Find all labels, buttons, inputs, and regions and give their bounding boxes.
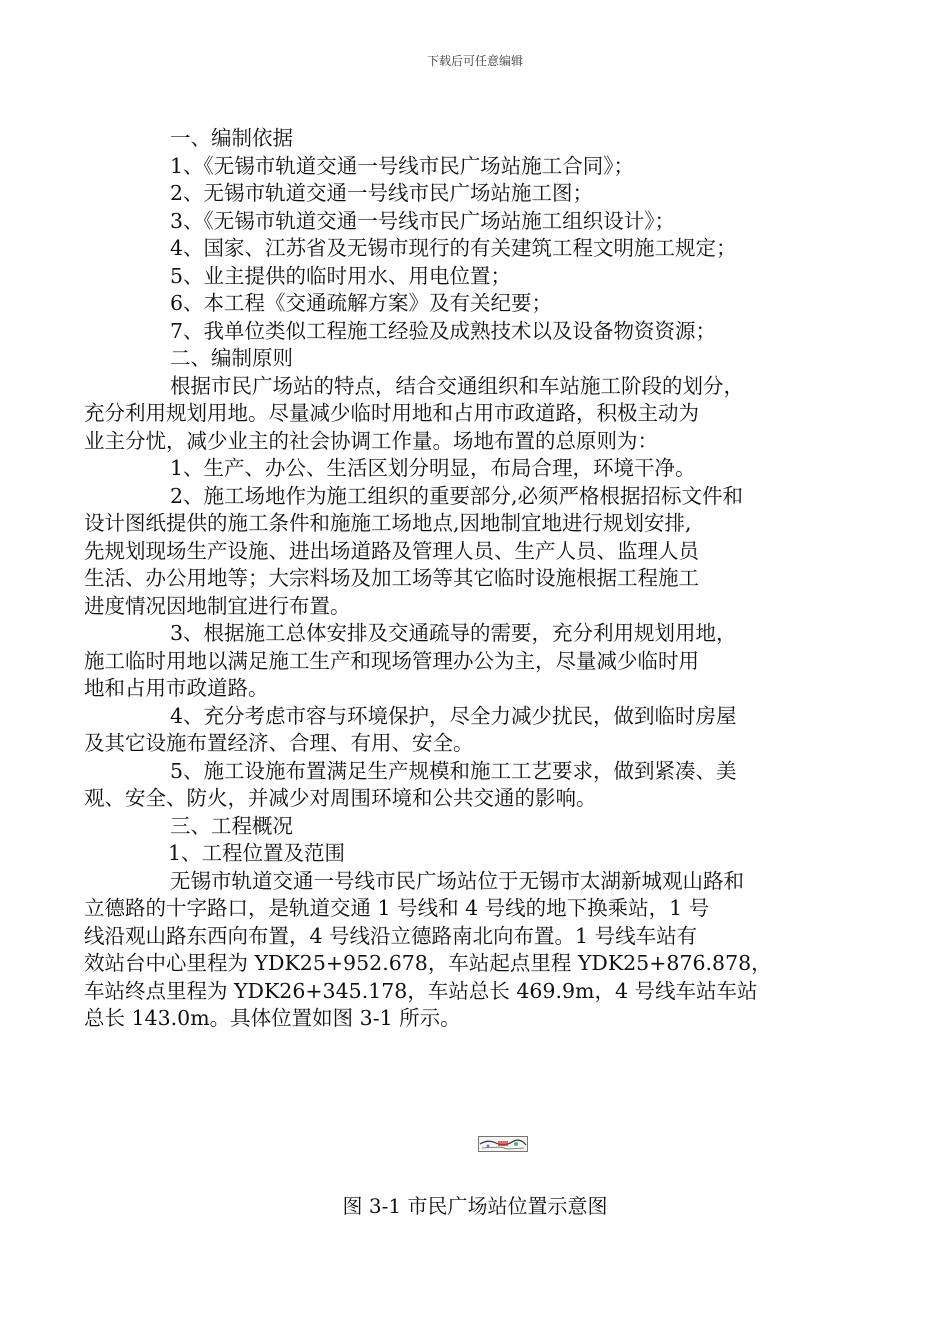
text-line: 3、根据施工总体安排及交通疏导的需要，充分利用规划用地， [170,621,737,645]
text-line: 6、本工程《交通疏解方案》及有关纪要； [170,291,553,315]
text-line: 进度情况因地制宜进行布置。 [84,593,351,618]
text-line: 3、《无锡市轨道交通一号线市民广场站施工组织设计》； [170,208,676,233]
text-line: 及其它设施布置经济、合理、有用、安全。 [84,731,474,755]
text-line: 立德路的十字路口，是轨道交通 1 号线和 4 号线的地下换乘站，1 号 [84,896,710,920]
text-line: 地和占用市政道路。 [84,676,269,700]
text-line: 5、业主提供的临时用水、用电位置； [170,263,512,288]
text-line: 二、编制原则 [170,346,293,370]
text-line: 施工临时用地以满足施工生产和现场管理办公为主，尽量减少临时用 [84,648,699,673]
station-location-figure [478,1136,528,1152]
text-line: 4、充分考虑市容与环境保护，尽全力减少扰民，做到临时房屋 [170,703,737,728]
text-line: 4、国家、江苏省及无锡市现行的有关建筑工程文明施工规定； [170,236,737,260]
text-line: 三、工程概况 [170,813,293,838]
document-body [0,125,950,1033]
page-header: 下载后可任意编辑 [426,54,523,68]
text-line: 无锡市轨道交通一号线市民广场站位于无锡市太湖新城观山路和 [170,868,744,893]
text-line: 2、无锡市轨道交通一号线市民广场站施工图； [170,181,594,205]
text-line: 1、《无锡市轨道交通一号线市民广场站施工合同》； [170,153,635,178]
text-line: 一、编制依据 [170,126,293,150]
text-line: 业主分忧，减少业主的社会协调工作量。场地布置的总原则为： [84,428,658,453]
text-line: 充分利用规划用地。尽量减少临时用地和占用市政道路，积极主动为 [84,401,699,425]
text-line: 效站台中心里程为 YDK25+952.678，车站起点里程 YDK25+876.878， [84,951,772,975]
figure-caption: 图 3-1 市民广场站位置示意图 [342,1194,608,1218]
text-line: 设计图纸提供的施工条件和施施工场地点,因地制宜地进行规划安排, [84,511,692,535]
text-line: 1、工程位置及范围 [168,841,346,865]
text-line: 2、施工场地作为施工组织的重要部分,必须严格根据招标文件和 [170,483,744,508]
text-line: 车站终点里程为 YDK26+345.178，车站总长 469.9m，4 号线车站车站 [84,978,758,1003]
text-line: 观、安全、防火，并减少对周围环境和公共交通的影响。 [84,786,597,810]
text-line: 总长 143.0m。具体位置如图 3-1 所示。 [84,1006,461,1030]
text-line: 先规划现场生产设施、进出场道路及管理人员、生产人员、监理人员 [84,538,699,563]
text-line: 线沿观山路东西向布置，4 号线沿立德路南北向布置。1 号线车站有 [84,923,698,948]
text-line: 根据市民广场站的特点，结合交通组织和车站施工阶段的划分， [170,373,744,398]
text-line: 1、生产、办公、生活区划分明显，布局合理，环境干净。 [170,456,696,480]
text-line: 5、施工设施布置满足生产规模和施工工艺要求，做到紧凑、美 [170,758,737,783]
text-line: 7、我单位类似工程施工经验及成熟技术以及设备物资资源； [170,318,717,343]
text-line: 生活、办公用地等；大宗料场及加工场等其它临时设施根据工程施工 [84,566,699,590]
